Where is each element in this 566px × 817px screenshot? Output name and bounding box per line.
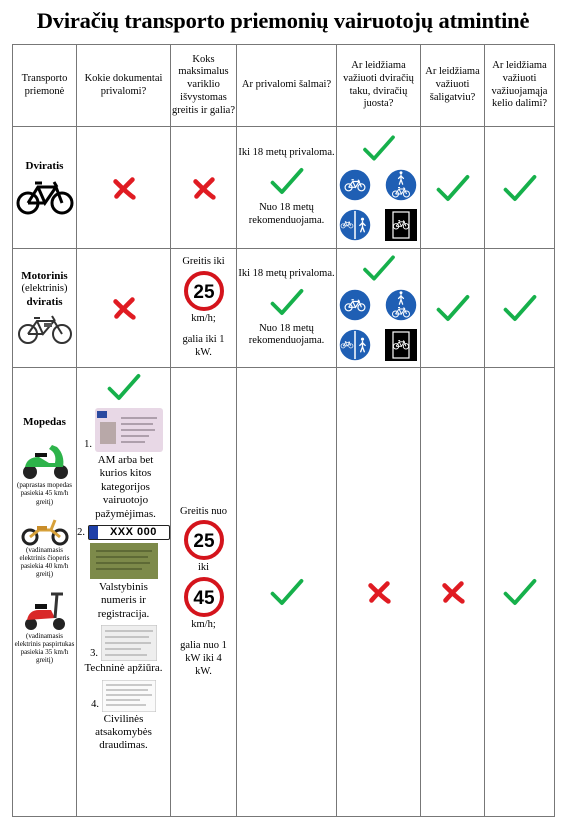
header-roadway: Ar leidžiama važiuoti važiuojamąja kelio dalimi? bbox=[485, 45, 555, 127]
shared-path-sign-icon bbox=[384, 288, 418, 322]
check-icon bbox=[503, 173, 537, 203]
vehicle-note: (paprastas mopedas pasiekia 45 km/h greitį) bbox=[16, 481, 72, 506]
cross-icon bbox=[365, 578, 393, 606]
speed-limit-sign-icon bbox=[184, 271, 224, 311]
speed-unit: km/h; bbox=[191, 313, 216, 325]
header-bike-lane: Ar leidžiama važiuoti dviračių taku, dviračių juosta? bbox=[337, 45, 421, 127]
header-row bbox=[13, 45, 555, 127]
segregated-path-sign-icon bbox=[338, 208, 372, 242]
segregated-path-sign-icon bbox=[338, 328, 372, 362]
vehicle-note: (vadinamasis elektrinis čioperis pasiekia 40 km/h greitį) bbox=[19, 545, 70, 578]
bike-lane-cell bbox=[337, 249, 421, 368]
header-helmets: Ar privalomi šalmai? bbox=[237, 45, 337, 127]
check-icon bbox=[503, 293, 537, 323]
cross-icon bbox=[439, 578, 467, 606]
moped-icon bbox=[19, 439, 71, 481]
bike-lane-cell bbox=[337, 127, 421, 249]
sidewalk-cell bbox=[421, 368, 485, 817]
doc-number: 3. bbox=[90, 648, 98, 660]
vehicle-name-note: (elektrinis) bbox=[21, 283, 68, 295]
check-icon bbox=[436, 293, 470, 323]
documents-cell bbox=[77, 127, 171, 249]
vehicle-cell bbox=[13, 368, 77, 817]
document-2 bbox=[77, 525, 170, 540]
speed-cell bbox=[171, 249, 237, 368]
helmet-under-18: Iki 18 metų privaloma. bbox=[238, 147, 335, 159]
helmet-over-18: Nuo 18 metų rekomenduojama. bbox=[248, 322, 325, 347]
documents-cell bbox=[77, 368, 171, 817]
document-3 bbox=[77, 625, 170, 661]
helmet-cell bbox=[237, 127, 337, 249]
check-icon bbox=[270, 166, 304, 196]
check-icon bbox=[107, 372, 141, 402]
document-4 bbox=[77, 680, 170, 712]
table-row-bicycle bbox=[13, 127, 555, 249]
bike-lane-sign-icon bbox=[338, 288, 372, 322]
cross-icon bbox=[190, 174, 218, 202]
check-icon bbox=[270, 577, 304, 607]
document-1 bbox=[77, 408, 170, 452]
traffic-signs bbox=[337, 288, 420, 362]
speed-cell bbox=[171, 368, 237, 817]
speed-prefix: Greitis nuo bbox=[180, 505, 227, 517]
chopper-icon bbox=[21, 516, 69, 546]
cross-icon bbox=[110, 294, 138, 322]
doc-number: 1. bbox=[84, 439, 92, 451]
header-vehicle: Transporto priemonė bbox=[13, 45, 77, 127]
bike-lane-cell bbox=[337, 368, 421, 817]
check-icon bbox=[362, 134, 396, 162]
check-icon bbox=[503, 577, 537, 607]
vehicle-cell bbox=[13, 249, 77, 368]
memo-table bbox=[12, 44, 555, 817]
speed-limit-sign-icon bbox=[184, 520, 224, 560]
header-max-speed: Koks maksimalus variklio išvystomas greitis ir galia? bbox=[171, 45, 237, 127]
speed-limit-value: 25 bbox=[192, 282, 215, 304]
doc-text: Civilinės atsakomybės draudimas. bbox=[95, 712, 152, 752]
shared-path-sign-icon bbox=[384, 168, 418, 202]
doc-text: AM arba bet kurios kitos kategorijos vairuotojo pažymėjimas. bbox=[95, 454, 156, 520]
documents-cell bbox=[77, 249, 171, 368]
license-plate bbox=[88, 525, 170, 540]
doc-number: 2. bbox=[77, 527, 85, 539]
helmet-cell bbox=[237, 368, 337, 817]
registration-certificate-image bbox=[90, 543, 158, 579]
roadway-cell bbox=[485, 127, 555, 249]
table-row-moped bbox=[13, 368, 555, 817]
check-icon bbox=[270, 287, 304, 317]
power: galia nuo 1 kW iki 4 kW. bbox=[180, 640, 227, 677]
speed-mid: iki bbox=[197, 562, 210, 574]
helmet-cell bbox=[237, 249, 337, 368]
bicycle-road-sign-icon bbox=[384, 328, 418, 362]
bicycle-icon bbox=[16, 179, 74, 215]
header-documents: Kokie dokumentai privalomi? bbox=[77, 45, 171, 127]
vehicle-name: dviratis bbox=[26, 295, 63, 308]
check-icon bbox=[362, 254, 396, 282]
doc-text: Valstybinis numeris ir registracija. bbox=[97, 581, 150, 620]
vehicle-note: (vadinamasis elektrinis paspirtukas pasiekia 35 km/h greitį) bbox=[14, 631, 75, 664]
vehicle-name: Dviratis bbox=[25, 159, 64, 172]
inspection-card-image bbox=[101, 625, 157, 661]
speed-limit-value: 45 bbox=[192, 588, 215, 610]
speed-prefix: Greitis iki bbox=[182, 256, 225, 268]
check-icon bbox=[436, 173, 470, 203]
helmet-over-18: Nuo 18 metų rekomenduojama. bbox=[248, 202, 325, 226]
doc-number: 4. bbox=[91, 698, 99, 710]
header-sidewalk: Ar leidžiama važiuoti šaligatviu? bbox=[421, 45, 485, 127]
bike-lane-sign-icon bbox=[338, 168, 372, 202]
traffic-signs bbox=[337, 168, 420, 242]
doc-text: Techninė apžiūra. bbox=[84, 662, 163, 675]
plate-text: XXX 000 bbox=[109, 525, 157, 538]
driving-license-image bbox=[95, 408, 163, 452]
roadway-cell bbox=[485, 249, 555, 368]
speed-limit-sign-icon bbox=[184, 577, 224, 617]
sidewalk-cell bbox=[421, 127, 485, 249]
e-bike-icon bbox=[17, 312, 73, 346]
insurance-policy-image bbox=[102, 680, 156, 712]
vehicle-name: Motorinis bbox=[21, 269, 68, 282]
table-row-e-bike bbox=[13, 249, 555, 368]
page-title: Dviračių transporto priemonių vairuotojų atmintinė bbox=[36, 8, 530, 33]
vehicle-name: Mopedas bbox=[23, 416, 66, 428]
cross-icon bbox=[110, 174, 138, 202]
speed-limit-value: 25 bbox=[192, 531, 215, 553]
bicycle-road-sign-icon bbox=[384, 208, 418, 242]
power: galia iki 1 kW. bbox=[182, 334, 225, 358]
helmet-under-18: Iki 18 metų privaloma. bbox=[238, 267, 335, 279]
sidewalk-cell bbox=[421, 249, 485, 368]
speed-cell bbox=[171, 127, 237, 249]
scooter-icon bbox=[21, 588, 69, 632]
vehicle-cell bbox=[13, 127, 77, 249]
speed-unit: km/h; bbox=[191, 619, 216, 631]
roadway-cell bbox=[485, 368, 555, 817]
